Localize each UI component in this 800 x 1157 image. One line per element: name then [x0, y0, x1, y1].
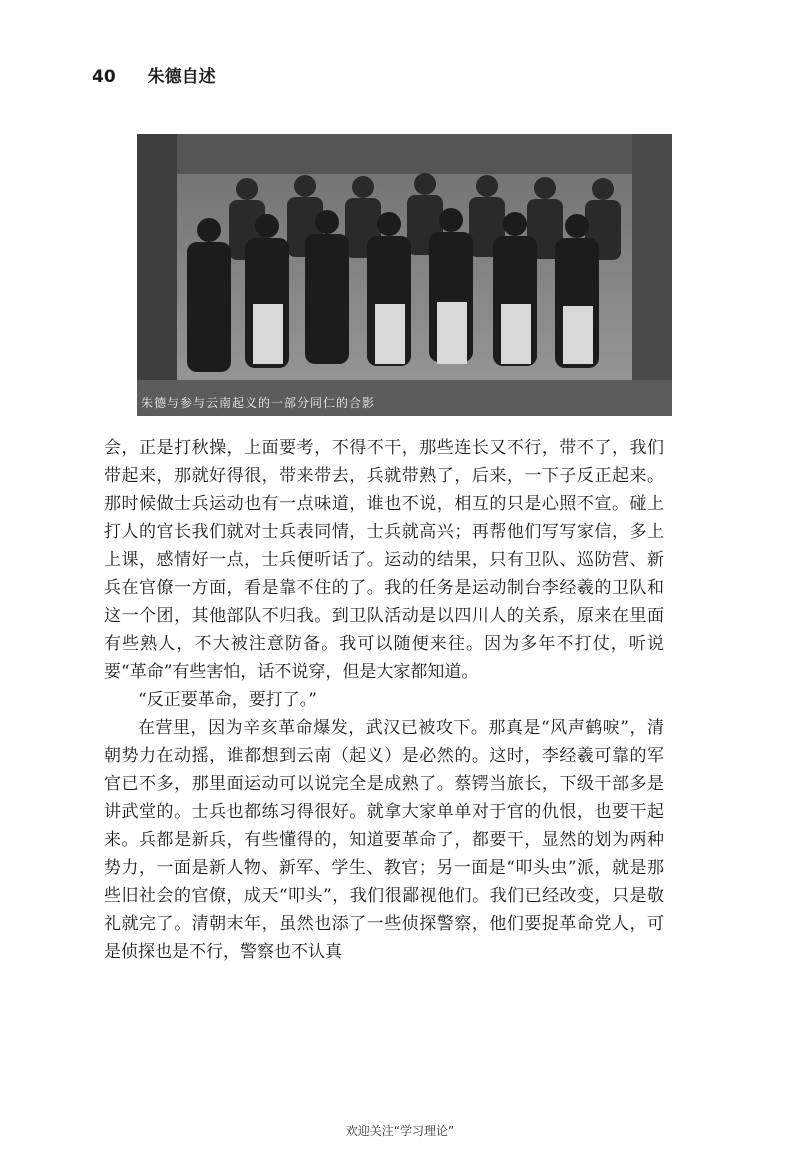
body-text [104, 434, 664, 966]
book-title: 朱德自述 [147, 67, 216, 87]
page-header [92, 62, 216, 87]
page-footer: 欢迎关注“学习理论” [345, 1124, 455, 1138]
paragraph: 在营里，因为辛亥革命爆发，武汉已被攻下。那真是“风声鹤唳”，清朝势力在动摇，谁都想到云南（起义）是必然的。这时，李经羲可靠的军官已不多，那里面运动可以说完全是成熟了。蔡锷当旅长，下级干部多是讲武堂的。士兵也都练习得很好。就拿大家单单对于官的仇恨，也要干起来。兵都是新兵，有些懂得的，知道要革命了，都要干，显然的划为两种势力，一面是新人物、新军、学生、教官；另一面是“叩头虫”派，就是那些旧社会的官僚，成天“叩头”，我们很鄙视他们。我们已经改变，只是敬礼就完了。清朝末年，虽然也添了一些侦探警察，他们要捉革命党人，可是侦探也是不行，警察也不认真 [104, 718, 664, 962]
photo-caption: 朱德与参与云南起义的一部分同仁的合影 [141, 396, 376, 410]
photo-image [137, 134, 672, 416]
page-number: 40 [92, 67, 116, 87]
paragraph: “反正要革命，要打了。” [138, 690, 317, 710]
paragraph: 会，正是打秋操，上面要考，不得不干，那些连长又不行，带不了，我们带起来，那就好得很，带来带去，兵就带熟了，后来，一下子反正起来。那时候做士兵运动也有一点味道，谁也不说，相互的只是心照不宣。碰上打人的官长我们就对士兵表同情，士兵就高兴；再帮他们写写家信，多上上课，感情好一点，士兵便听话了。运动的结果，只有卫队、巡防营、新兵在官僚一方面，看是靠不住的了。我的任务是运动制台李经羲的卫队和这一个团，其他部队不归我。到卫队活动是以四川人的关系，原来在里面有些熟人，不大被注意防备。我可以随便来往。因为多年不打仗，听说要“革命”有些害怕，话不说穿，但是大家都知道。 [104, 438, 664, 682]
group-photo [137, 134, 672, 416]
